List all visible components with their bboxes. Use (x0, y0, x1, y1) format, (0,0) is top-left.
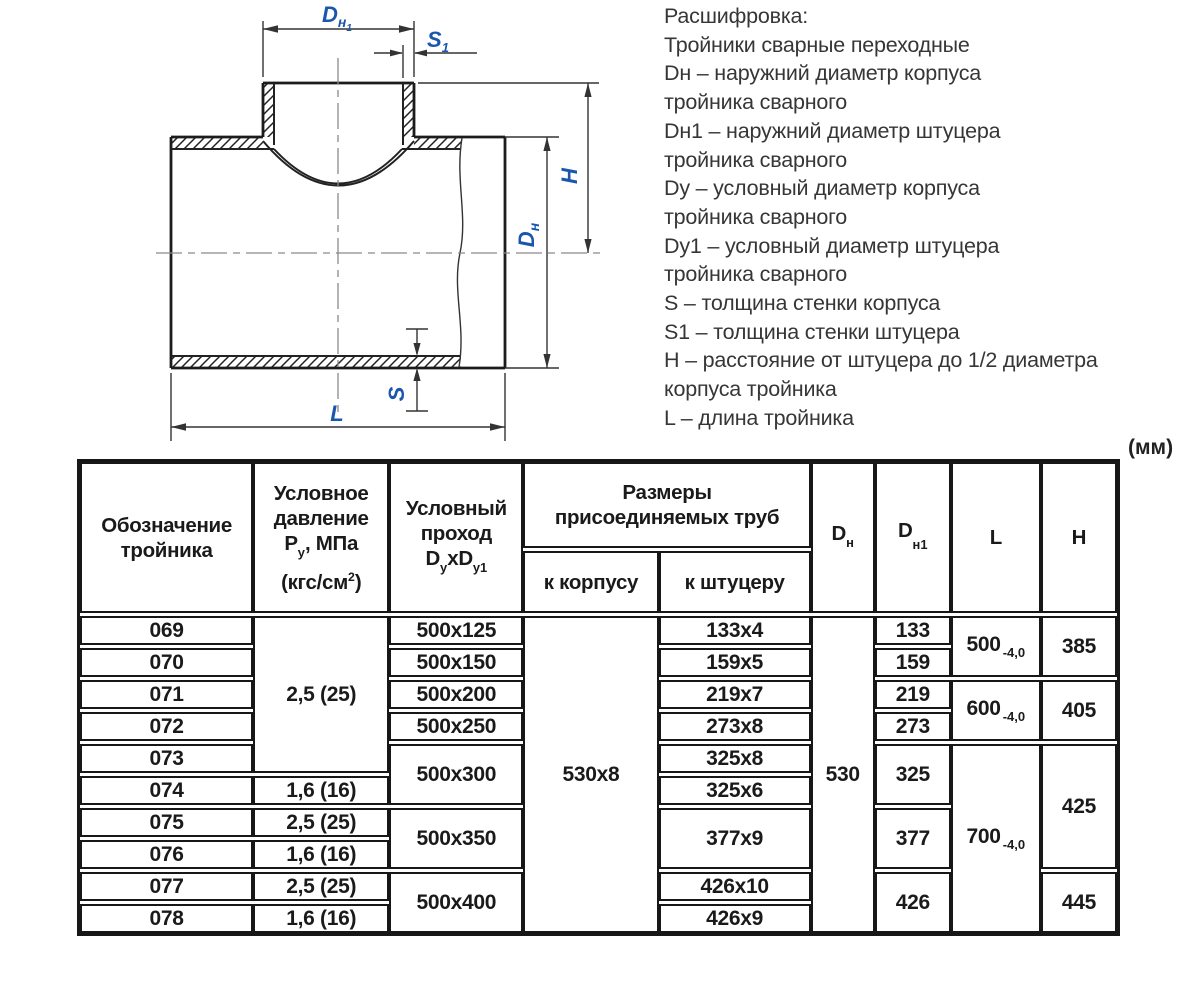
cell-dn1: 159 (875, 648, 951, 677)
cell-designation: 075 (80, 808, 253, 837)
legend-text (664, 2, 1174, 433)
cell-l: 700 $_{-4,0}$ (951, 744, 1041, 933)
cell-to-branch: 377x9 (659, 808, 811, 869)
cell-designation: 074 (80, 776, 253, 805)
legend-line: Dу1 – условный диаметр штуцера (664, 233, 1000, 258)
header-pass-line2: проход (420, 521, 492, 545)
header-pipes-title2: присоединяемых труб (554, 506, 780, 529)
legend-line: H – расстояние от штуцера до 1/2 диаметра (664, 348, 1098, 373)
cell-designation: 072 (80, 712, 253, 741)
legend-line: S1 – толщина стенки штуцера (664, 319, 960, 344)
tee-inner-lines (171, 83, 461, 356)
header-dn: $D_н$ (811, 462, 875, 613)
cell-pass: 500x250 (389, 712, 523, 741)
legend-line: Расшифровка: (664, 4, 809, 28)
legend-line: тройника сварного (664, 147, 848, 172)
cell-dn1: 219 (875, 680, 951, 709)
header-dn1: $D_{н1}$ (875, 462, 951, 613)
header-designation-line1: Обозначение (101, 513, 232, 537)
legend-line: тройника сварного (664, 204, 848, 229)
header-l: L (951, 462, 1041, 613)
cell-designation: 069 (80, 616, 253, 645)
dim-label-l: L (330, 401, 344, 426)
cell-h: 385 (1041, 616, 1117, 677)
cell-dn: 530 (811, 616, 875, 933)
legend-line: L – длина тройника (664, 405, 854, 430)
units-label: (мм) (1128, 436, 1174, 459)
header-pressure-line3: $P_у$, МПа (284, 531, 359, 560)
cell-h: 405 (1041, 680, 1117, 741)
cell-pass: 500x400 (389, 872, 523, 933)
header-pass (389, 462, 523, 613)
cell-pressure: 1,6 (16) (253, 904, 389, 933)
cell-to-branch: 426x10 (659, 872, 811, 901)
dim-label-dn1: $D_н1$ (322, 2, 352, 34)
cell-pass: 500x350 (389, 808, 523, 869)
cell-l: 500 $_{-4,0}$ (951, 616, 1041, 677)
header-pressure-line4: $(кгс/см^2)$ (281, 569, 362, 594)
cell-designation: 078 (80, 904, 253, 933)
dim-label-dn: $D_н$ (514, 222, 542, 248)
cell-dn1: 325 (875, 744, 951, 805)
cell-pass: 500x200 (389, 680, 523, 709)
legend-line: Тройники сварные переходные (664, 32, 970, 57)
cell-dn1: 426 (875, 872, 951, 933)
header-h: H (1041, 462, 1117, 613)
spec-table (80, 459, 1117, 936)
cell-pressure: 2,5 (25) (253, 872, 389, 901)
cell-dn1: 377 (875, 808, 951, 869)
header-pipes (523, 462, 810, 548)
cell-pressure: 2,5 (25) (253, 616, 389, 773)
cell-to-branch: 159x5 (659, 648, 811, 677)
header-pressure-line2: давление (273, 506, 369, 530)
legend-line: Dн – наружний диаметр корпуса (664, 61, 982, 86)
legend-line: Dу – условный диаметр корпуса (664, 176, 980, 201)
cell-h: 445 (1041, 872, 1117, 933)
cell-pressure: 1,6 (16) (253, 840, 389, 869)
tee-drawing (0, 0, 620, 450)
header-to-body: к корпусу (523, 551, 658, 613)
cell-to-branch: 325x6 (659, 776, 811, 805)
header-designation (80, 462, 253, 613)
cell-designation: 077 (80, 872, 253, 901)
cell-to-branch: 133x4 (659, 616, 811, 645)
dim-label-s1: $S_1$ (427, 27, 449, 55)
header-pressure (253, 462, 389, 613)
legend-line: тройника сварного (664, 90, 848, 115)
header-pressure-line1: Условное (273, 481, 369, 505)
header-pipes-title1: Размеры (622, 481, 712, 504)
legend-line: тройника сварного (664, 262, 848, 287)
cell-pass: 500x125 (389, 616, 523, 645)
cell-to-body: 530x8 (523, 616, 658, 933)
cell-h: 425 (1041, 744, 1117, 869)
hatched-wall-sections (171, 84, 461, 367)
header-designation-line2: тройника (120, 538, 213, 562)
cell-to-branch: 325x8 (659, 744, 811, 773)
legend-line: Dн1 – наружний диаметр штуцера (664, 118, 1001, 143)
cell-designation: 070 (80, 648, 253, 677)
header-pass-line1: Условный (405, 496, 507, 520)
cell-designation: 071 (80, 680, 253, 709)
cell-to-branch: 426x9 (659, 904, 811, 933)
legend-line: корпуса тройника (664, 377, 837, 402)
cell-to-branch: 219x7 (659, 680, 811, 709)
cell-designation: 073 (80, 744, 253, 773)
cell-to-branch: 273x8 (659, 712, 811, 741)
cell-l: 600 $_{-4,0}$ (951, 680, 1041, 741)
dim-label-s: S (384, 386, 409, 402)
cell-pass: 500x300 (389, 744, 523, 805)
dim-label-h: H (557, 168, 582, 184)
cell-pressure: 1,6 (16) (253, 776, 389, 805)
spec-table-frame (77, 459, 1120, 936)
cell-pressure: 2,5 (25) (253, 808, 389, 837)
cell-designation: 076 (80, 840, 253, 869)
cell-dn1: 133 (875, 616, 951, 645)
header-pass-line3: $D_уxD_{у1}$ (425, 546, 488, 575)
legend-line: S – толщина стенки корпуса (664, 291, 941, 316)
header-to-branch: к штуцеру (659, 551, 811, 613)
cell-dn1: 273 (875, 712, 951, 741)
cell-pass: 500x150 (389, 648, 523, 677)
table-row (80, 616, 1117, 645)
